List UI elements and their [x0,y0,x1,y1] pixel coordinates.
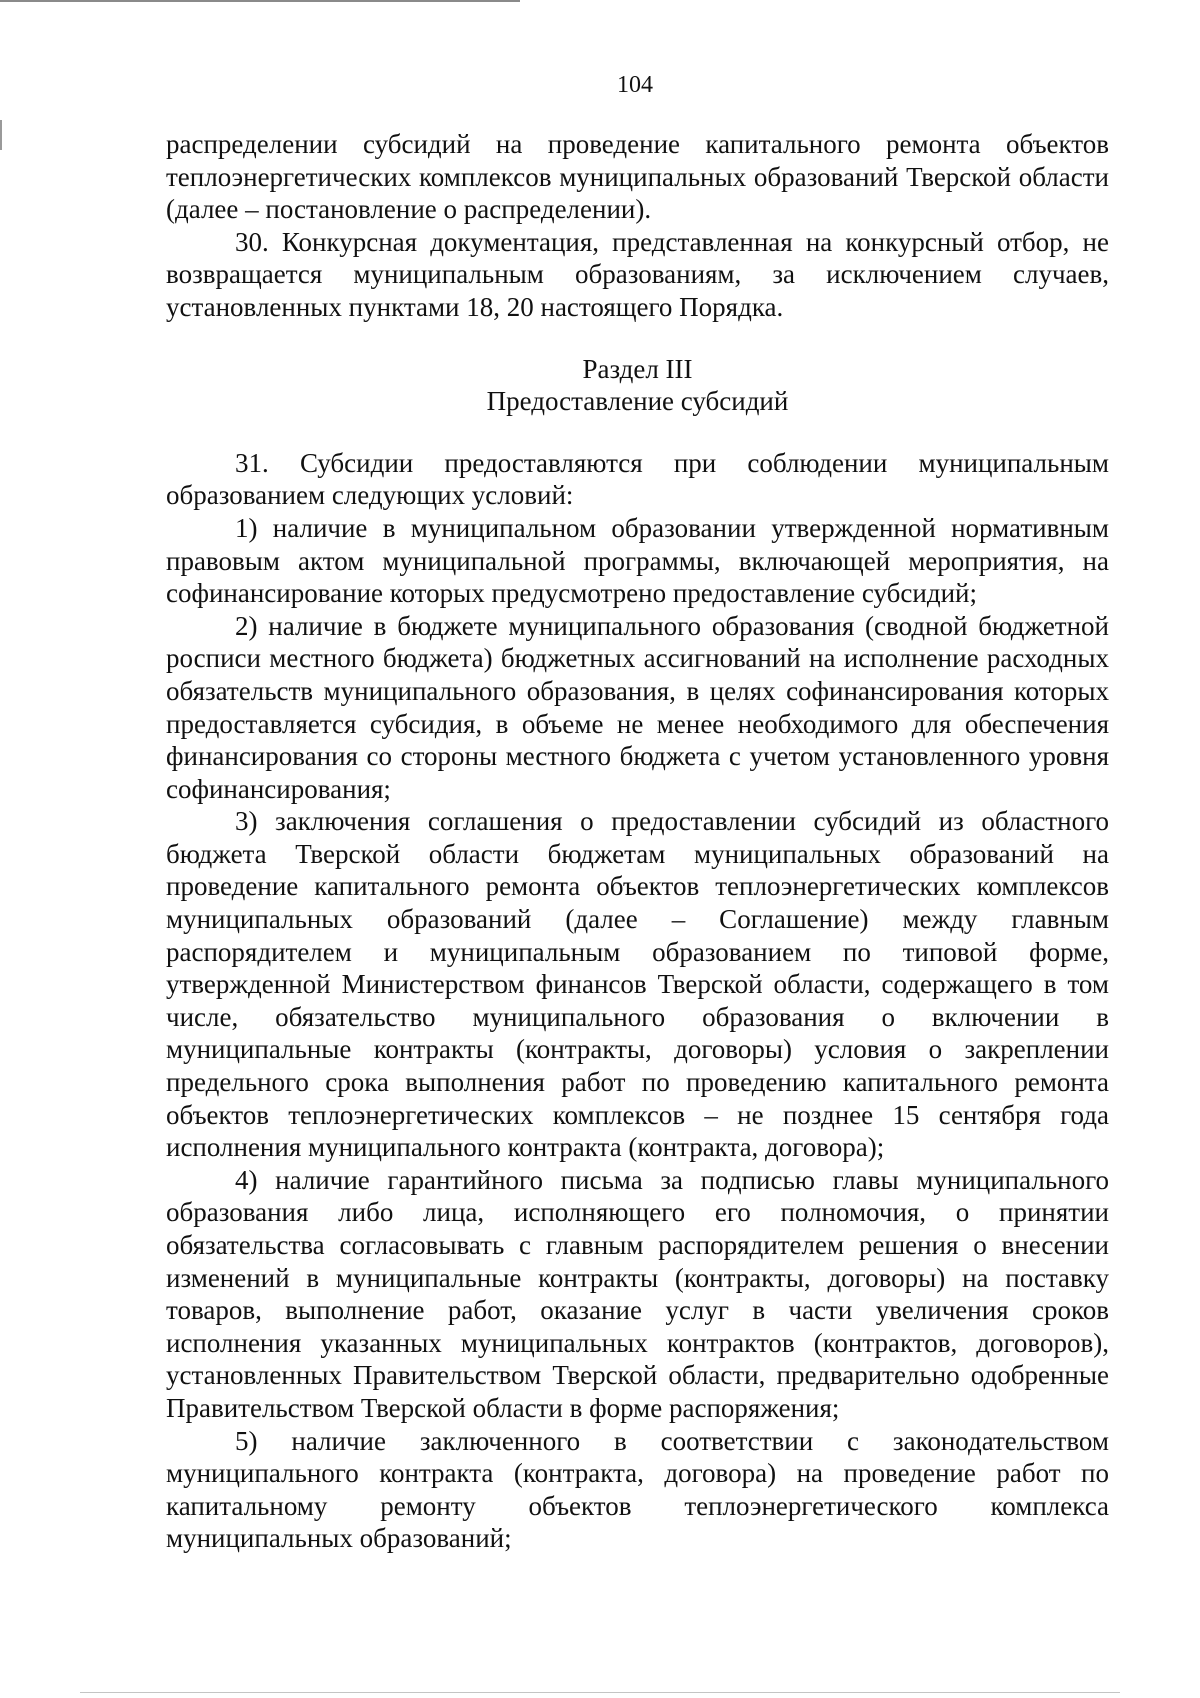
clause-31-item-1: 1) наличие в муниципальном образовании утвержденной нормативным правовым актом муниципальной программы, включающей мероприятия, на софинансирование которых предусмотрено предоставление субсидий; [166,512,1109,609]
clause-31-item-2: 2) наличие в бюджете муниципального образования (сводной бюджетной росписи местного бюджета) бюджетных ассигнований на исполнение расходных обязательств муниципального образования, в целях софинансирования которых предоставляется субсидия, в объеме не менее необходимого для обеспечения финансирования со стороны местного бюджета с учетом установленного уровня софинансирования; [166,610,1109,804]
scan-edge-top [0,0,520,2]
clause-31-item-4: 4) наличие гарантийного письма за подписью главы муниципального образования либо лица, исполняющего его полномочия, о принятии обязательства согласовывать с главным распорядителем решения о внесении изменений в муниципальные контракты (контракты, договоры) на поставку товаров, выполнение работ, оказание услуг в части увеличения сроков исполнения указанных муниципальных контрактов (контрактов, договоров), установленных Правительством Тверской области, предварительно одобренные Правительством Тверской области в форме распоряжения; [166,1164,1109,1423]
section-title: Предоставление субсидий [486,386,789,417]
scan-edge-left [0,120,2,150]
paragraph-continuation: распределении субсидий на проведение капитального ремонта объектов теплоэнергетических комплексов муниципальных образований Тверской области (далее – постановление о распределении). [166,129,1109,225]
paragraph-item-30: 30. Конкурсная документация, представленная на конкурсный отбор, не возвращается муниципальным образованиям, за исключением случаев, установленных пунктами 18, 20 настоящего Порядка. [166,226,1109,322]
page-number: 104 [617,72,653,98]
document-body [166,128,1109,1555]
section-label: Раздел III [582,353,693,384]
scan-edge-bottom [80,1692,1120,1693]
section-heading [166,353,1109,418]
clause-31-item-5: 5) наличие заключенного в соответствии с законодательством муниципального контракта (контракта, договора) на проведение работ по капитальному ремонту объектов теплоэнергетического комплекса муниципальных образований; [166,1425,1109,1554]
clause-31: 31. Субсидии предоставляются при соблюдении муниципальным образованием следующих условий: [166,447,1109,511]
clause-31-item-3: 3) заключения соглашения о предоставлении субсидий из областного бюджета Тверской области бюджетам муниципальных образований на проведение капитального ремонта объектов теплоэнергетических комплексов муниципальных образований (далее – Соглашение) между главным распорядителем и муниципальным образованием по типовой форме, утвержденной Министерством финансов Тверской области, содержащего в том числе, обязательство муниципального образования о включении в муниципальные контракты (контракты, договоры) условия о закреплении предельного срока выполнения работ по проведению капитального ремонта объектов теплоэнергетических комплексов – не позднее 15 сентября года исполнения муниципального контракта (контракта, договора); [166,806,1109,1163]
